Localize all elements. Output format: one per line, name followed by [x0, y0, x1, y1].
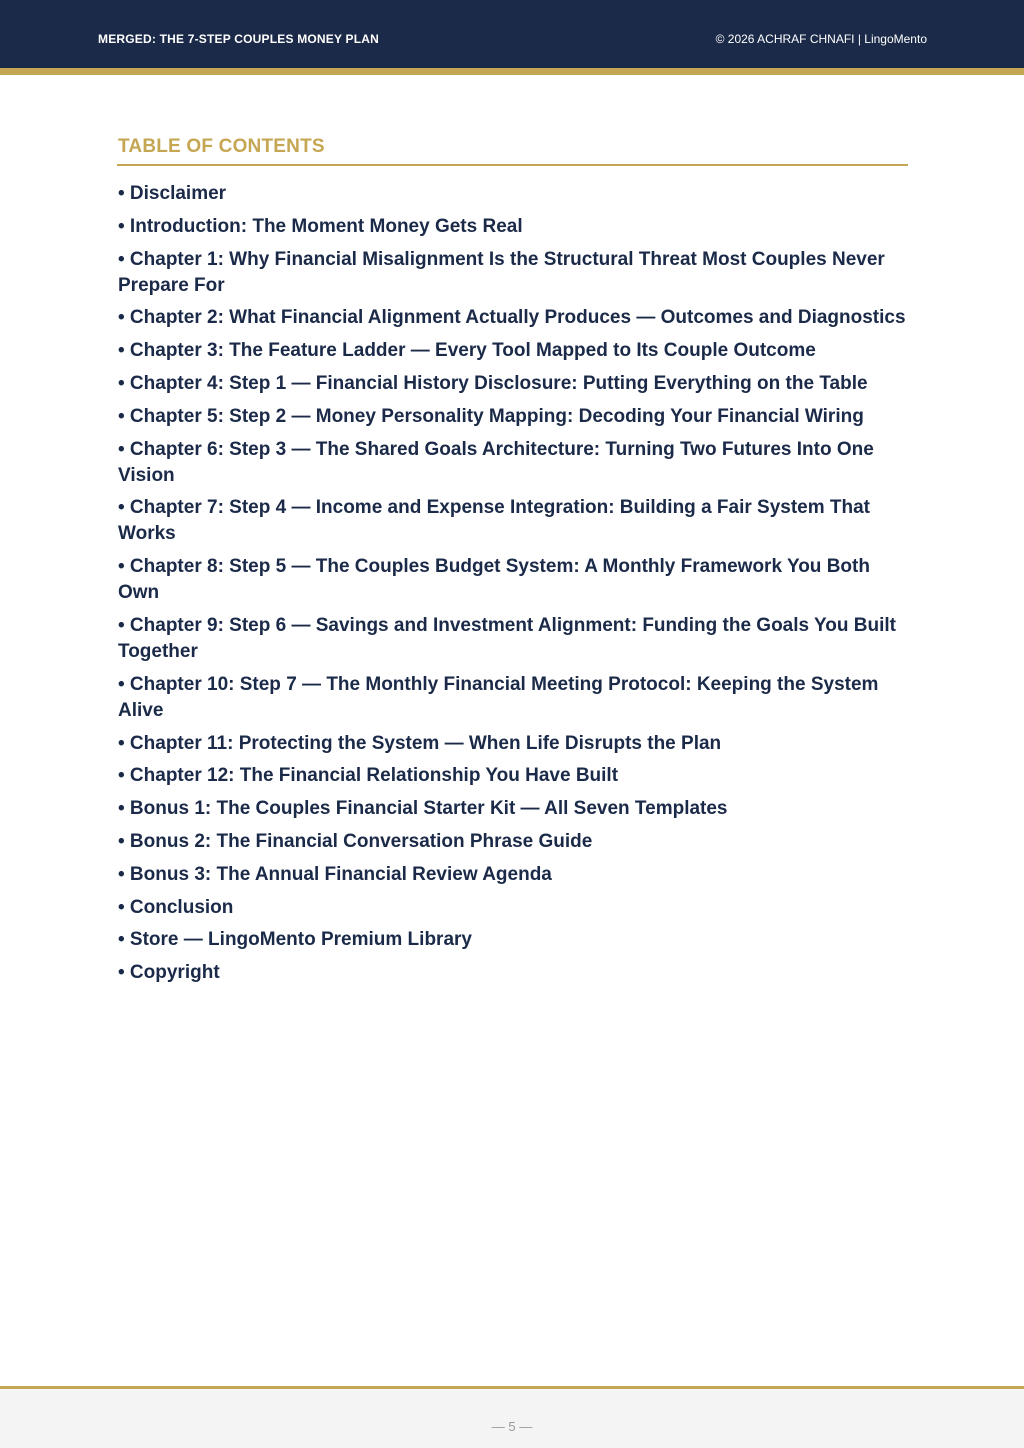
toc-item-chapter-11[interactable]: • Chapter 11: Protecting the System — When Life Disrupts the Plan	[118, 732, 722, 754]
toc-item-introduction[interactable]: • Introduction: The Moment Money Gets Real	[118, 215, 523, 237]
page-number: — 5 —	[491, 1419, 533, 1434]
toc-item-chapter-2[interactable]: • Chapter 2: What Financial Alignment Actually Produces — Outcomes and Diagnostics	[118, 307, 906, 329]
toc-item-chapter-12[interactable]: • Chapter 12: The Financial Relationship You Have Built	[118, 765, 619, 787]
toc-item-copyright[interactable]: • Copyright	[118, 962, 220, 984]
toc-item-chapter-7[interactable]: • Chapter 7: Step 4 — Income and Expense Integration: Building a Fair System That Works	[118, 497, 871, 545]
toc-heading-rule	[117, 164, 908, 166]
toc-item-store[interactable]: • Store — LingoMento Premium Library	[118, 929, 472, 951]
page-footer	[0, 1386, 1024, 1448]
toc-item-chapter-5[interactable]: • Chapter 5: Step 2 — Money Personality Mapping: Decoding Your Financial Wiring	[118, 405, 864, 427]
toc-item-bonus-1[interactable]: • Bonus 1: The Couples Financial Starter Kit — All Seven Templates	[118, 798, 728, 820]
header-gold-rule	[0, 68, 1024, 75]
toc-list	[118, 181, 910, 993]
toc-item-bonus-3[interactable]: • Bonus 3: The Annual Financial Review Agenda	[118, 863, 552, 885]
toc-item-chapter-3[interactable]: • Chapter 3: The Feature Ladder — Every Tool Mapped to Its Couple Outcome	[118, 340, 816, 362]
toc-item-chapter-6[interactable]: • Chapter 6: Step 3 — The Shared Goals Architecture: Turning Two Futures Into One Vision	[118, 438, 874, 486]
toc-item-chapter-8[interactable]: • Chapter 8: Step 5 — The Couples Budget System: A Monthly Framework You Both Own	[118, 556, 870, 604]
copyright-notice: © 2026 ACHRAF CHNAFI | LingoMento	[715, 32, 927, 46]
toc-item-conclusion[interactable]: • Conclusion	[118, 896, 234, 918]
toc-item-bonus-2[interactable]: • Bonus 2: The Financial Conversation Phrase Guide	[118, 830, 593, 852]
toc-item-chapter-1[interactable]: • Chapter 1: Why Financial Misalignment Is the Structural Threat Most Couples Never Prepare For	[118, 248, 885, 296]
toc-item-chapter-10[interactable]: • Chapter 10: Step 7 — The Monthly Financial Meeting Protocol: Keeping the System Alive	[118, 673, 879, 721]
toc-item-disclaimer[interactable]: • Disclaimer	[118, 183, 227, 204]
document-title: MERGED: THE 7-STEP COUPLES MONEY PLAN	[98, 32, 379, 46]
toc-heading: TABLE OF CONTENTS	[118, 136, 325, 157]
toc-item-chapter-9[interactable]: • Chapter 9: Step 6 — Savings and Investment Alignment: Funding the Goals You Built Together	[118, 614, 896, 662]
toc-item-chapter-4[interactable]: • Chapter 4: Step 1 — Financial History Disclosure: Putting Everything on the Table	[118, 372, 868, 394]
page-header	[0, 0, 1024, 68]
